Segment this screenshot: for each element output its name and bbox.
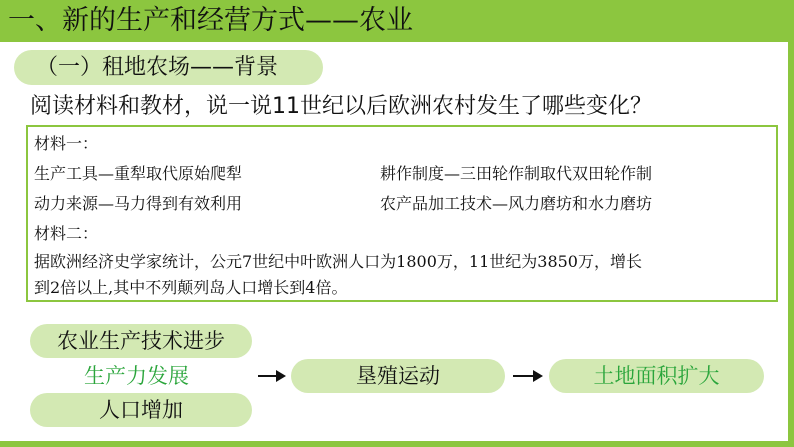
material1-item: 生产工具—重犁取代原始爬犁 [34,164,243,183]
page-title: 一、新的生产和经营方式——农业 [8,5,413,36]
material1-heading: 材料一： [34,134,99,153]
title-bar [0,0,794,42]
material1-item: 耕作制度—三田轮作制取代双田轮作制 [380,164,653,183]
right-arrow-icon [513,366,543,386]
bottom-accent-stripe [0,441,794,447]
middle-pill-reclamation [291,359,505,393]
material1-item: 农产品加工技术—风力磨坊和水力磨坊 [380,194,653,213]
cause-pill-population [30,393,252,427]
material2-line: 据欧洲经济史学家统计，公元7世纪中叶欧洲人口为1800万，11世纪为3850万，增长 [34,252,642,271]
section-heading-pill [14,50,323,85]
cause-technology-label: 农业生产技术进步 [57,329,225,353]
result-pill-land [549,359,764,393]
center-label-productivity: 生产力发展 [84,364,189,388]
material1-item: 动力来源—马力得到有效利用 [34,194,243,213]
result-land-label: 土地面积扩大 [593,364,720,388]
right-accent-stripe [788,42,794,447]
material2-line: 到2倍以上,其中不列颠列岛人口增长到4倍。 [34,278,348,297]
cause-pill-technology [30,324,252,358]
question-text: 阅读材料和教材，说一说11世纪以后欧洲农村发生了哪些变化？ [30,94,652,119]
middle-reclamation-label: 垦殖运动 [356,364,440,388]
cause-population-label: 人口增加 [99,398,183,422]
section-heading-label: （一）租地农场——背景 [36,55,279,80]
material-box [26,125,778,302]
right-arrow-icon [258,366,286,386]
material2-heading: 材料二： [34,224,99,243]
